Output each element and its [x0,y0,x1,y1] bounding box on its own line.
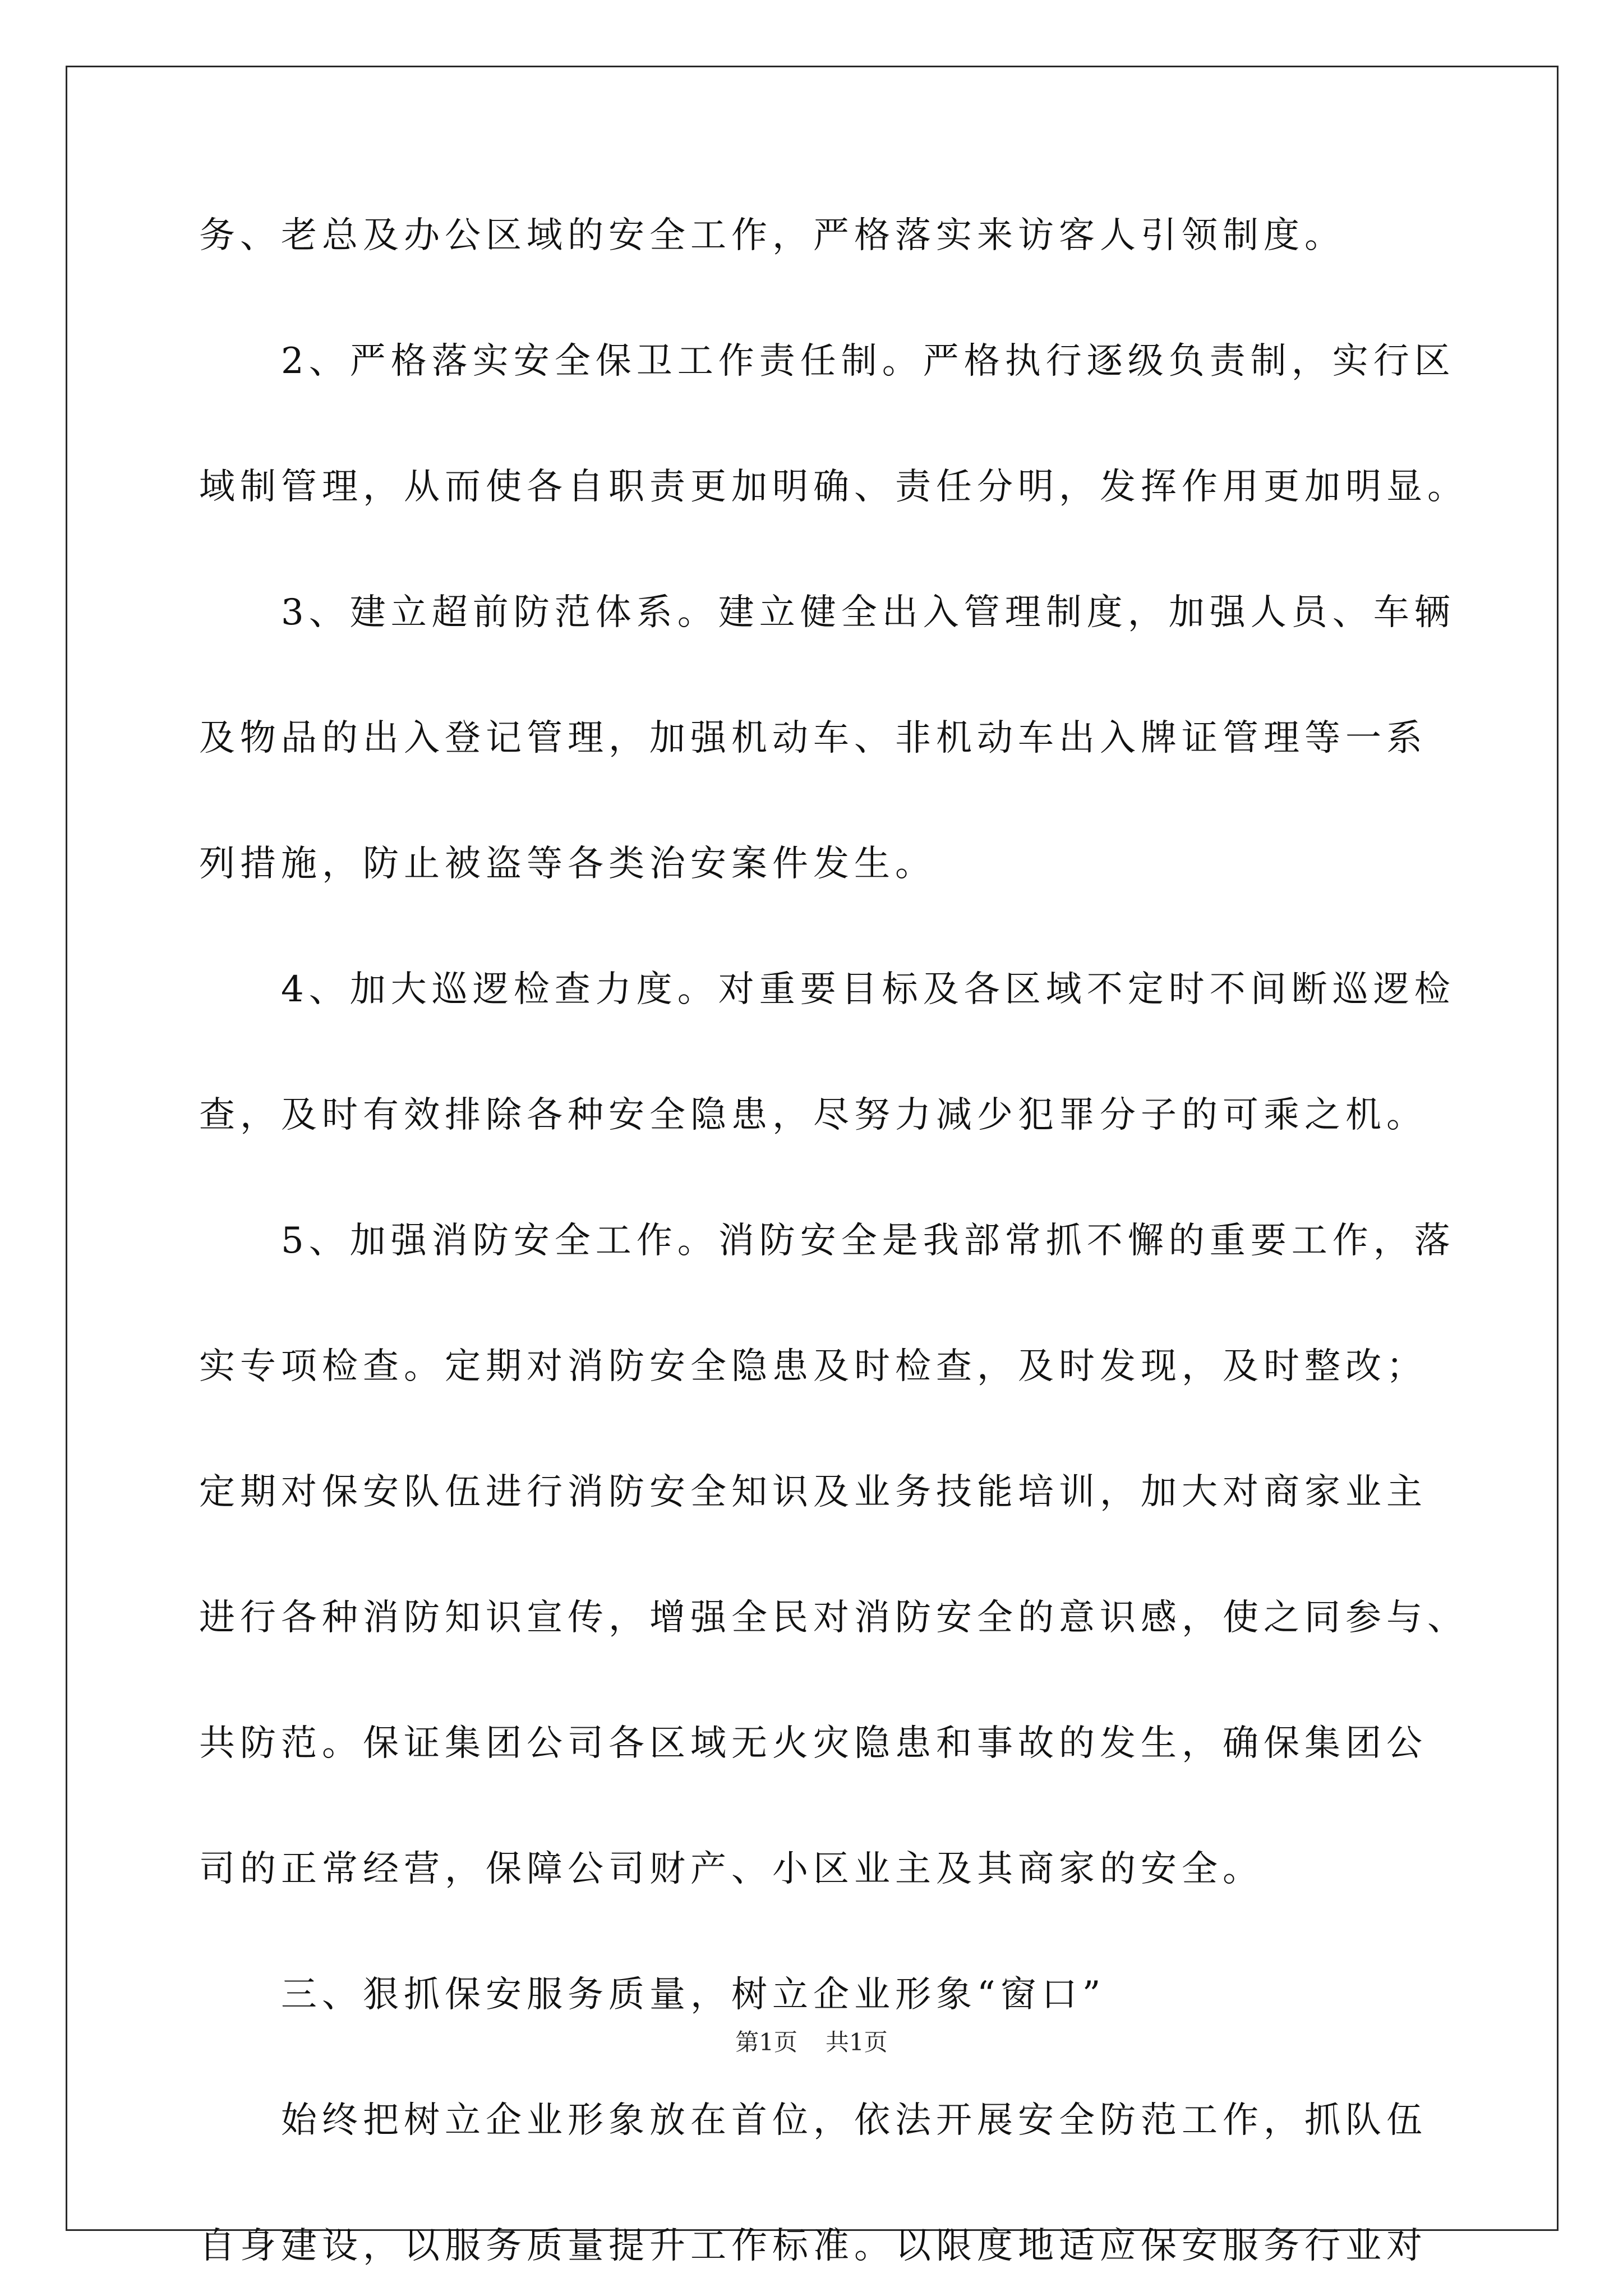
text-line: 域制管理，从而使各自职责更加明确、责任分明，发挥作用更加明显。 [199,466,1468,508]
page-border [66,66,1559,2231]
text-line: 列措施，防止被盗等各类治安案件发生。 [199,843,936,885]
text-line: 3、建立超前防范体系。建立健全出入管理制度，加强人员、车辆 [199,592,1455,633]
text-line: 始终把树立企业形象放在首位，依法开展安全防范工作，抓队伍 [199,2100,1427,2141]
text-line: 司的正常经营，保障公司财产、小区业主及其商家的安全。 [199,1848,1264,1890]
text-line: 进行各种消防知识宣传，增强全民对消防安全的意识感，使之同参与、 [199,1597,1468,1639]
text-line: 实专项检查。定期对消防安全隐患及时检查，及时发现，及时整改； [199,1346,1427,1387]
text-line: 自身建设，以服务质量提升工作标准。以限度地适应保安服务行业对 [199,2225,1427,2267]
text-line: 4、加大巡逻检查力度。对重要目标及各区域不定时不间断巡逻检 [199,969,1455,1010]
text-line: 查，及时有效排除各种安全隐患，尽努力减少犯罪分子的可乘之机。 [199,1094,1427,1136]
text-line: 2、严格落实安全保卫工作责任制。严格执行逐级负责制，实行区 [199,341,1455,382]
page-number-current: 第1页 [735,2028,797,2056]
text-line: 共防范。保证集团公司各区域无火灾隐患和事故的发生，确保集团公 [199,1723,1427,1764]
text-line: 务、老总及办公区域的安全工作，严格落实来访客人引领制度。 [199,215,1345,256]
text-line: 及物品的出入登记管理，加强机动车、非机动车出入牌证管理等一系 [199,717,1427,759]
page-footer [0,2028,1623,2057]
section-heading: 三、狠抓保安服务质量，树立企业形象“窗口” [199,1974,1106,2016]
text-line: 5、加强消防安全工作。消防安全是我部常抓不懈的重要工作，落 [199,1220,1455,1262]
page-number-total: 共1页 [826,2028,888,2056]
text-line: 定期对保安队伍进行消防安全知识及业务技能培训，加大对商家业主 [199,1471,1427,1513]
